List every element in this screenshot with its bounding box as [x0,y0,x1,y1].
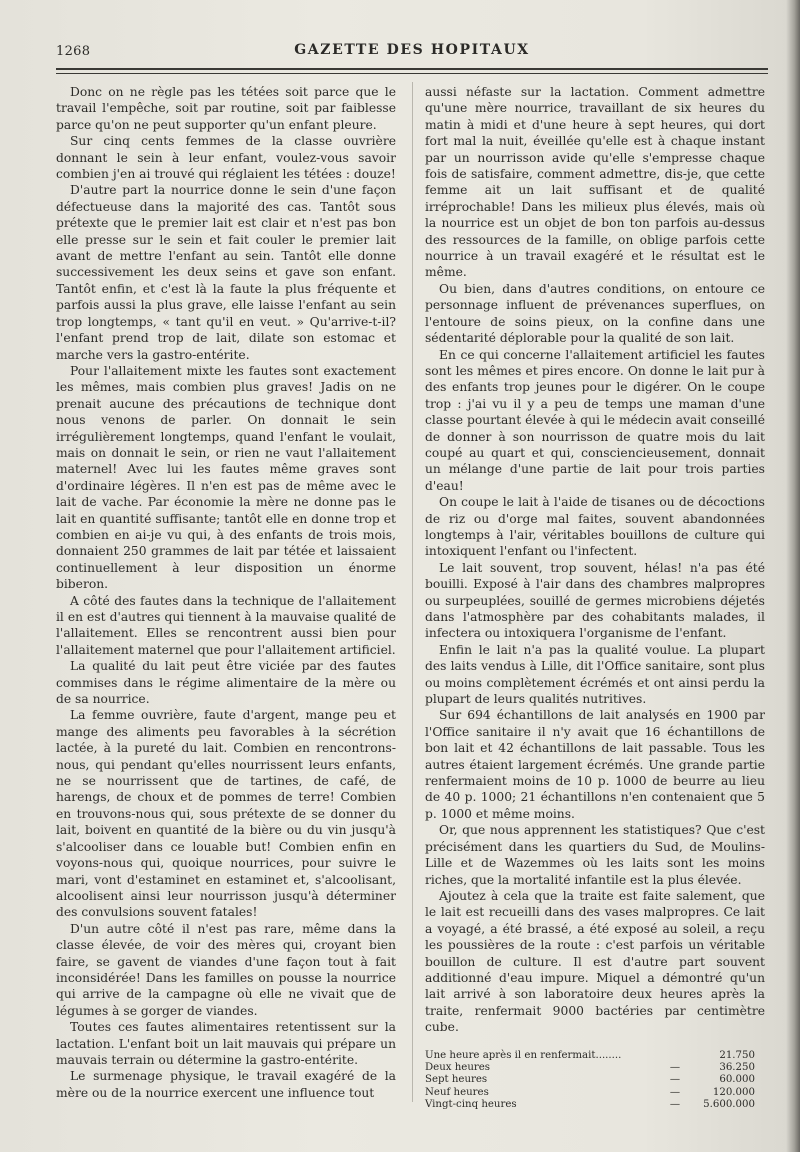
paragraph: D'un autre côté il n'est pas rare, même dans la classe élevée, de voir des mères qui, croyant bien faire, se gavent de viandes d'une façon tout à fait inconsidérée! Dans les familles on pousse la nourrice qui arrive de la campagne où elle ne vivait que de légumes à se gorger de viandes. [56,921,396,1018]
journal-title: GAZETTE DES HOPITAUX [294,42,530,58]
row-dash: — [669,1074,681,1086]
row-label: Vingt-cinq heures [425,1099,517,1111]
row-value: 120.000 [712,1086,755,1098]
column-divider [412,82,413,1102]
paragraph: On coupe le lait à l'aide de tisanes ou de décoctions de riz ou d'orge mal faites, souvent abandonnées longtemps à l'air, véritables bouillons de culture qui intoxiquent l'enfant ou l'infectent. [425,495,765,559]
row-label: Neuf heures [425,1086,489,1098]
bacteria-count-table [425,1050,755,1112]
row-label: Deux heures [425,1061,491,1073]
page-edge-shadow [786,0,800,1152]
header-rule-thin [56,73,768,74]
table-row [425,1099,755,1111]
table-row [425,1074,755,1086]
paragraph: Ajoutez à cela que la traite est faite salement, que le lait est recueilli dans des vases malpropres. Ce lait a voyagé, a été brassé, a été exposé au soleil, a reçu les poussières de la route : c'est parfois un véritable bouillon de culture. Il est d'autre part souvent additionné d'eau impure. Miquel a démontré qu'un lait arrivé à son laboratoire deux heures après la traite, renfermait 9000 bactéries par centimètre cube. [425,888,765,1035]
paragraph: Or, que nous apprennent les statistiques? Que c'est précisément dans les quartiers du Sud, de Moulins-Lille et de Wazemmes où les laits sont les moins riches, que la mortalité infantile est la plus élevée. [425,823,765,887]
page-header [56,42,768,64]
header-rule-thick [56,68,768,70]
left-column [56,84,396,1101]
paragraph: Le surmenage physique, le travail exagéré de la mère ou de la nourrice exercent une influence tout [56,1069,396,1100]
row-label: Sept heures [425,1074,488,1086]
row-dash: — [669,1061,681,1073]
paragraph: La femme ouvrière, faute d'argent, mange peu et mange des aliments peu favorables à la sécrétion lactée, à la pureté du lait. Combien en rencontrons-nous, qui pendant qu'elles nourrissent leurs enfants, ne se nourrissent que de tartines, de café, de harengs, de choux et de pommes de terre! Combien en trouvons-nous qui, sous prétexte de se donner du lait, boivent en quantité de la bière ou du vin jusqu'à s'alcooliser dans ce louable but! Combien enfin en voyons-nous qui, quoique nourrices, pour suivre le mari, vont d'estaminet en estaminet et, s'alcoolisant, alcoolisent ainsi leur nourrisson jusqu'à déterminer des convulsions souvent fatales! [56,708,396,920]
paragraph: La qualité du lait peut être viciée par des fautes commises dans le régime alimentaire de la mère ou de sa nourrice. [56,659,396,707]
paragraph: Toutes ces fautes alimentaires retentissent sur la lactation. L'enfant boit un lait mauvais qui prépare un mauvais terrain ou détermine la gastro-entérite. [56,1020,396,1067]
row-value: 36.250 [719,1061,755,1073]
page-number: 1268 [56,44,91,59]
row-dash [655,1050,695,1062]
row-dash: — [669,1086,681,1098]
row-value: 5.600.000 [703,1099,755,1111]
paragraph: Pour l'allaitement mixte les fautes sont exactement les mêmes, mais combien plus graves! Jadis on ne prenait aucune des précautions de technique dont nous venons de parler. On donnait le sein irrégulièrement longtemps, quand l'enfant le voulait, mais on donnait le sein, or rien ne vaut l'allaitement maternel! Avec lui les fautes même graves sont d'ordinaire légères. Il n'en est pas de même avec le lait de vache. Par économie la mère ne donne pas le lait en quantité suffisante; tantôt elle en donne trop et combien en ai-je vu qui, à des enfants de trois mois, donnaient 250 grammes de lait par tétée et laissaient continuellement à leur disposition un énorme biberon. [56,363,396,592]
paragraph: Le lait souvent, trop souvent, hélas! n'a pas été bouilli. Exposé à l'air dans des chambres malpropres ou surpeuplées, souillé de germes microbiens déjetés dans l'atmosphère par des cohabitants malades, il infectera ou intoxiquera l'organisme de l'enfant. [425,560,765,641]
row-value: 60.000 [719,1074,755,1086]
table-row [425,1087,755,1099]
paragraph: aussi néfaste sur la lactation. Comment admettre qu'une mère nourrice, travaillant de six heures du matin à midi et d'une heure à sept heures, qui dort fort mal la nuit, éveillée qu'elle est à chaque instant par un nourrisson avide qu'elle s'empresse chaque fois de satisfaire, comment admettre, dis-je, que cette femme ait un lait suffisant et de qualité irréprochable! Dans les milieux plus élevés, mais où la nourrice est un objet de bon ton parfois au-dessus des ressources de la famille, on oblige parfois cette nourrice à un travail exagéré et le résultat est le même. [425,85,765,280]
paragraph: Enfin le lait n'a pas la qualité voulue. La plupart des laits vendus à Lille, dit l'Office sanitaire, sont plus ou moins complètement écrémés et ont ainsi perdu la plupart de leurs qualités nutritives. [425,642,765,707]
paragraph: En ce qui concerne l'allaitement artificiel les fautes sont les mêmes et pires encore. On donne le lait pur à des enfants trop jeunes pour le digérer. On le coupe trop : j'ai vu il y a peu de temps une maman d'une classe pourtant élevée à qui le médecin avait conseillé de donner à son nourrisson de quatre mois du lait coupé au quart et qui, consciencieusement, donnait un mélange d'une partie de lait pour trois parties d'eau! [425,347,765,493]
row-label: Une heure après il en renfermait........ [425,1049,622,1061]
paragraph: Sur 694 échantillons de lait analysés en 1900 par l'Office sanitaire il n'y avait que 16 échantillons de bon lait et 42 échantillons de lait passable. Tous les autres étaient largement écrémés. Une grande partie renfermaient moins de 10 p. 1000 de beurre au lieu de 40 p. 1000; 21 échantillons n'en contenaient que 5 p. 1000 et même moins. [425,708,765,821]
paragraph: Ou bien, dans d'autres conditions, on entoure ce personnage influent de prévenances superflues, on l'entoure de soins pieux, on la confine dans une sédentarité déplorable pour la qualité de son lait. [425,281,765,346]
row-value: 21.750 [719,1049,755,1061]
paragraph: Sur cinq cents femmes de la classe ouvrière donnant le sein à leur enfant, voulez-vous savoir combien j'en ai trouvé qui réglaient les tétées : douze! [56,134,396,182]
paragraph: A côté des fautes dans la technique de l'allaitement il en est d'autres qui tiennent à la mauvaise qualité de l'allaitement. Elles se rencontrent aussi bien pour l'allaitement maternel que pour l'allaitement artificiel. [56,593,396,657]
right-column [425,84,765,1112]
row-dash: — [669,1099,681,1111]
paragraph: D'autre part la nourrice donne le sein d'une façon défectueuse dans la majorité des cas. Tantôt sous prétexte que le premier lait est clair et n'est pas bon elle presse sur le sein et fait couler le premier lait avant de mettre l'enfant au sein. Tantôt elle donne successivement les deux seins et gave son enfant. Tantôt enfin, et c'est là la faute la plus fréquente et parfois aussi la plus grave, elle laisse l'enfant au sein trop longtemps, « tant qu'il en veut. » Qu'arrive-t-il? l'enfant prend trop de lait, dilate son estomac et marche vers la gastro-entérite. [56,183,396,362]
table-row [425,1050,755,1062]
table-row [425,1062,755,1074]
paragraph: Donc on ne règle pas les tétées soit parce que le travail l'empêche, soit par routine, soit par faiblesse parce qu'on ne peut supporter qu'un enfant pleure. [56,85,396,132]
